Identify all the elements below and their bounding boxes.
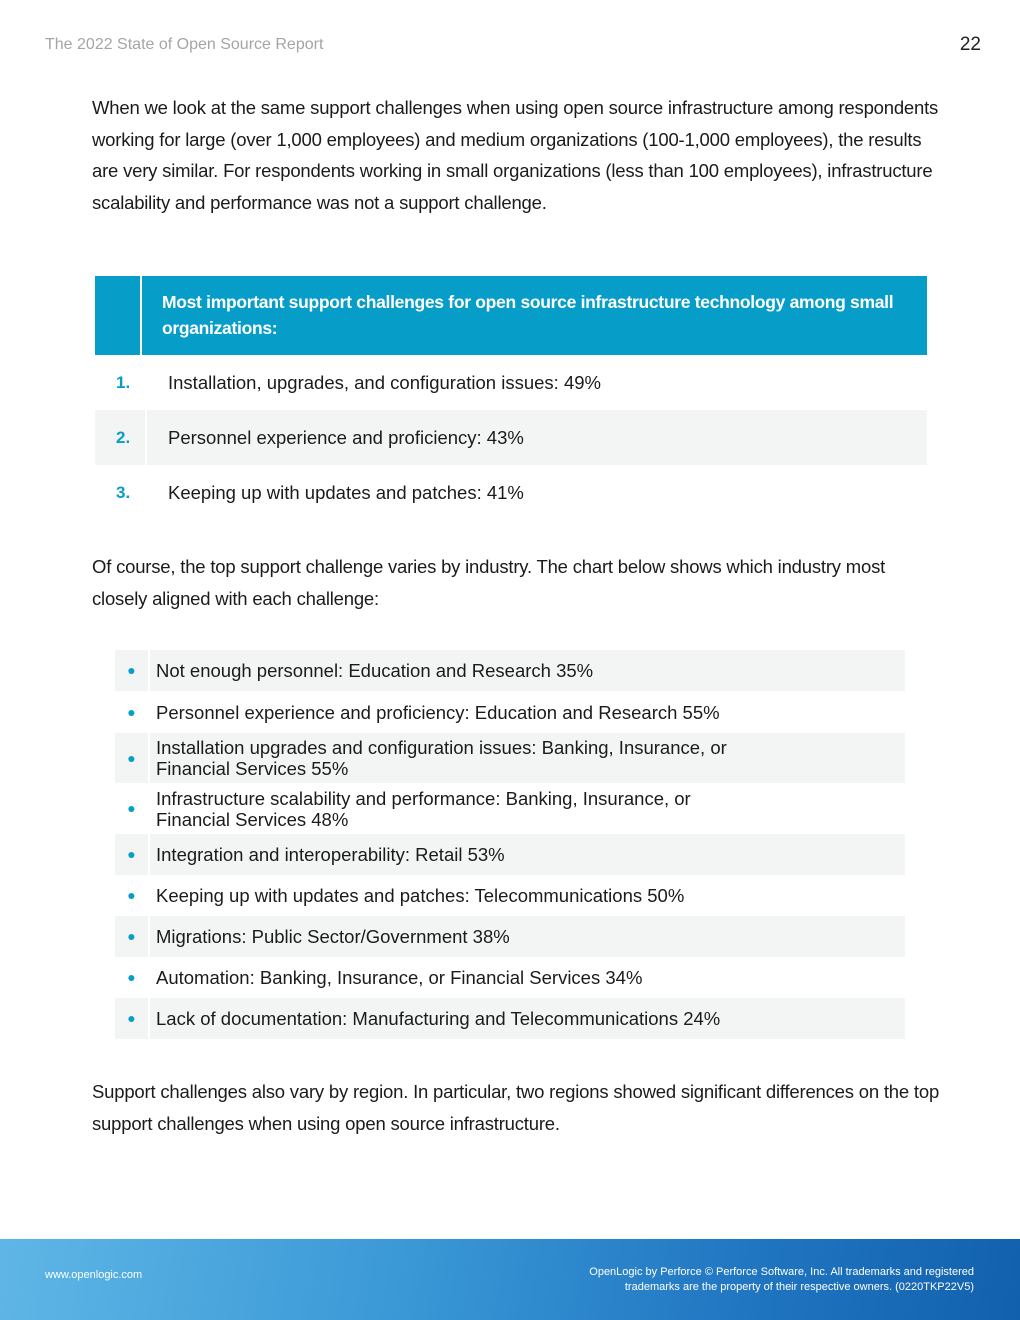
bullet-icon: ● — [115, 733, 150, 783]
copyright-line: trademarks are the property of their respective owners. (0220TKP22V5) — [624, 1281, 974, 1293]
list-item-text: Lack of documentation: Manufacturing and Telecommunications 24% — [156, 1008, 721, 1029]
list-item-text: Installation upgrades and configuration issues: Banking, Insurance, or Financial Services 55% — [156, 737, 727, 779]
table-header — [95, 276, 927, 355]
website-link[interactable]: www.openlogic.com — [45, 1269, 143, 1281]
list-item-text: Migrations: Public Sector/Government 38% — [156, 926, 510, 947]
list-item — [115, 733, 905, 783]
industry-challenge-list — [115, 650, 905, 1039]
list-item-text: Infrastructure scalability and performance: Banking, Insurance, or Financial Services 48% — [156, 787, 691, 830]
list-item — [115, 875, 905, 916]
table-row — [95, 465, 927, 520]
bullet-icon: ● — [115, 998, 150, 1039]
copyright-notice — [589, 1265, 974, 1295]
row-number: 3. — [95, 465, 147, 520]
table-row — [95, 410, 927, 465]
report-title: The 2022 State of Open Source Report — [45, 36, 324, 53]
small-org-challenges-table — [95, 276, 927, 520]
list-item — [115, 650, 905, 691]
page-number: 22 — [959, 34, 981, 55]
row-text: Personnel experience and proficiency: 43% — [168, 426, 524, 448]
table-row — [95, 355, 927, 410]
list-item — [115, 783, 905, 834]
table-heading: Most important support challenges for open source infrastructure technology among small organizations: — [161, 292, 894, 338]
list-item — [115, 957, 905, 998]
list-item — [115, 834, 905, 875]
bullet-icon: ● — [115, 916, 150, 957]
list-item — [115, 998, 905, 1039]
bullet-icon: ● — [115, 650, 150, 691]
industry-intro-paragraph: Of course, the top support challenge varies by industry. The chart below shows which industry most closely aligned with each challenge: — [92, 556, 886, 609]
row-number: 2. — [95, 410, 147, 465]
list-item-text: Personnel experience and proficiency: Education and Research 55% — [156, 701, 720, 723]
row-number: 1. — [95, 355, 147, 410]
bullet-icon: ● — [115, 834, 150, 875]
row-text: Keeping up with updates and patches: 41% — [168, 481, 524, 503]
bullet-icon: ● — [115, 875, 150, 916]
list-item — [115, 691, 905, 733]
list-item — [115, 916, 905, 957]
footer — [0, 1239, 1020, 1320]
list-item-text: Not enough personnel: Education and Research 35% — [156, 660, 594, 681]
region-paragraph: Support challenges also vary by region. In particular, two regions showed significant differences on the top support challenges when using open source infrastructure. — [92, 1081, 940, 1134]
list-item-text: Automation: Banking, Insurance, or Financial Services 34% — [156, 967, 643, 988]
list-item-text: Integration and interoperability: Retail 53% — [156, 844, 505, 865]
copyright-line: OpenLogic by Perforce © Perforce Software, Inc. All trademarks and registered — [589, 1266, 974, 1278]
bullet-icon: ● — [115, 783, 150, 834]
bullet-icon: ● — [115, 691, 150, 733]
bullet-icon: ● — [115, 957, 150, 998]
row-text: Installation, upgrades, and configuration issues: 49% — [168, 371, 601, 393]
list-item-text: Keeping up with updates and patches: Telecommunications 50% — [156, 885, 685, 906]
intro-paragraph: When we look at the same support challenges when using open source infrastructure among respondents working for large (over 1,000 employees) and medium organizations (100-1,000 employees), the results are very similar. For respondents working in small organizations (less than 100 employees), infrastructure scalability and performance was not a support challenge. — [92, 97, 939, 213]
